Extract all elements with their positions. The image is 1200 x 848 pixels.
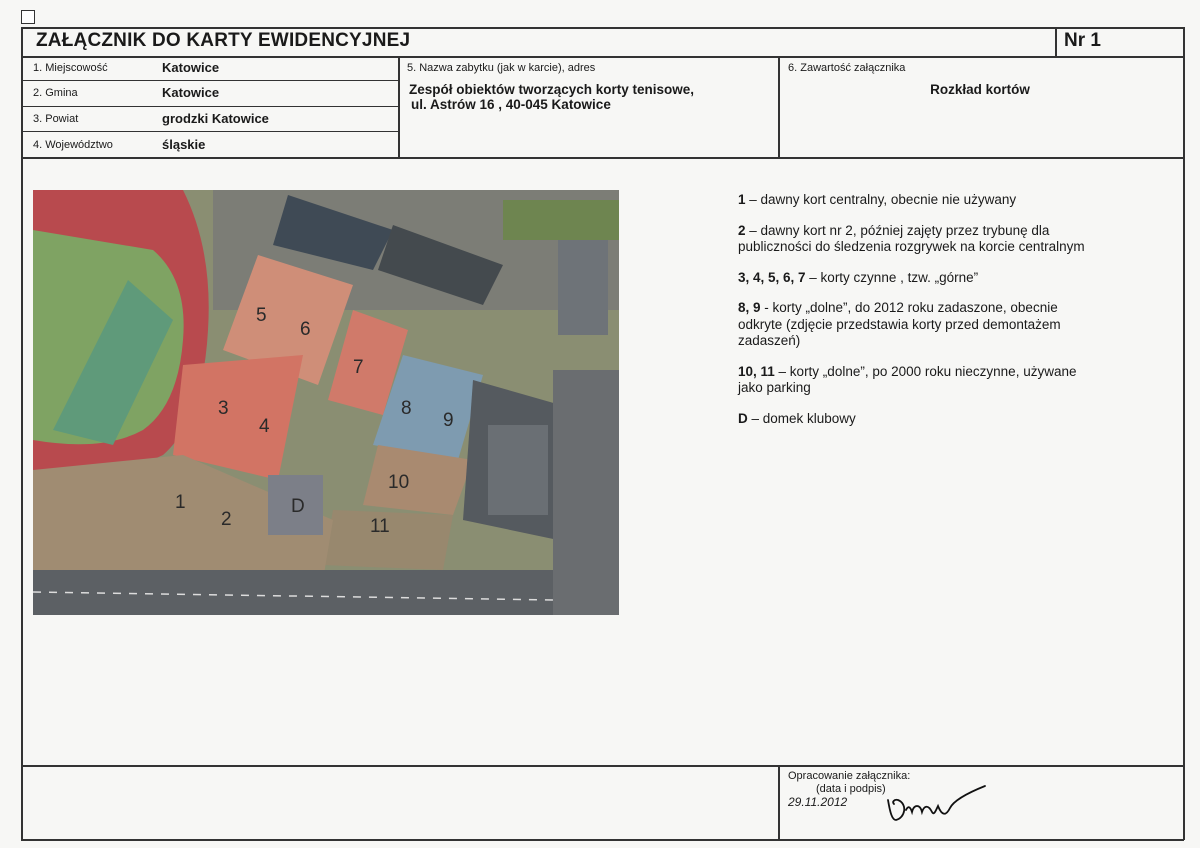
map-label-2: 2 [221, 509, 232, 530]
map-label-8: 8 [401, 398, 412, 419]
handwritten-signature [880, 782, 990, 827]
nazwa-line1: Zespół obiektów tworzących korty tenisowe, [409, 82, 695, 97]
frame-top [21, 27, 1184, 29]
frame-bottom [21, 839, 1184, 841]
footer-col-divider [778, 765, 780, 840]
legend-text: – korty „dolne”, po 2000 roku nieczynne, używane jako parking [738, 363, 1077, 395]
value-gmina: Katowice [162, 85, 220, 100]
map-label-6: 6 [300, 319, 311, 340]
label-powiat: 3. Powiat [33, 113, 79, 125]
footer-date: 29.11.2012 [788, 795, 848, 809]
info-bottom [21, 157, 1184, 159]
label-wojewodztwo: 4. Województwo [33, 139, 113, 151]
value-wojewodztwo: śląskie [162, 137, 206, 152]
map-label-5: 5 [256, 305, 267, 326]
legend-key: 1 [738, 192, 746, 207]
legend-text: - korty „dolne”, do 2012 roku zadaszone, obecnie odkryte (zdjęcie przedstawia korty przed demontażem zadaszeń) [738, 300, 1061, 348]
corner-checkbox [21, 10, 35, 24]
frame-left [21, 27, 23, 840]
map-label-7: 7 [353, 357, 364, 378]
legend-item-2 [738, 223, 1098, 256]
legend-item-6 [738, 411, 1098, 428]
legend-key: 2 [738, 222, 746, 238]
value-nazwa [409, 82, 694, 112]
map-label-d: D [291, 496, 305, 517]
document-title: ZAŁĄCZNIK DO KARTY EWIDENCYJNEJ [36, 30, 411, 51]
map-label-10: 10 [388, 472, 410, 493]
value-powiat: grodzki Katowice [162, 111, 269, 126]
legend-key: 10, 11 [738, 363, 775, 379]
map-label-1: 1 [175, 492, 186, 513]
nazwa-line2: ul. Astrów 16 , 40-045 Katowice [411, 97, 611, 112]
label-miejscowosc: 1. Miejscowość [33, 62, 108, 74]
legend-item-1 [738, 192, 1098, 209]
legend-text: – dawny kort nr 2, później zajęty przez trybunę dla publiczności do śledzenia rozgrywek na korcie centralnym [738, 222, 1085, 254]
nr-divider [1055, 27, 1057, 57]
row-divider-3 [21, 131, 399, 132]
frame-right [1183, 27, 1185, 840]
value-miejscowosc: Katowice [162, 60, 220, 75]
map-label-3: 3 [218, 398, 229, 419]
legend-key: D [738, 410, 748, 426]
value-zawartosc: Rozkład kortów [930, 82, 1030, 97]
label-zawartosc: 6. Zawartość załącznika [788, 62, 906, 74]
legend-text: – dawny kort centralny, obecnie nie używany [745, 192, 1017, 207]
row-divider-2 [21, 106, 399, 107]
title-divider [21, 56, 1184, 58]
label-gmina: 2. Gmina [33, 87, 78, 99]
legend-text: – korty czynne , tzw. „górne” [805, 269, 979, 285]
map-label-11: 11 [370, 516, 390, 537]
col-divider-1 [398, 56, 400, 158]
row-divider-1 [21, 80, 399, 81]
legend [738, 192, 1098, 441]
aerial-photo [33, 190, 619, 615]
footer-line1: Opracowanie załącznika: [788, 770, 911, 782]
footer-divider [21, 765, 1184, 767]
legend-key: 8, 9 [738, 300, 761, 315]
legend-key: 3, 4, 5, 6, 7 [738, 269, 806, 285]
legend-text: – domek klubowy [747, 410, 856, 426]
legend-item-5 [738, 364, 1098, 397]
map-label-4: 4 [259, 416, 270, 437]
legend-item-4 [738, 300, 1098, 350]
col-divider-2 [778, 56, 780, 158]
legend-item-3 [738, 270, 1098, 287]
label-nazwa: 5. Nazwa zabytku (jak w karcie), adres [407, 62, 596, 74]
map-label-9: 9 [443, 410, 454, 431]
attachment-number: Nr 1 [1064, 30, 1101, 51]
footer-line2: (data i podpis) [816, 783, 886, 795]
